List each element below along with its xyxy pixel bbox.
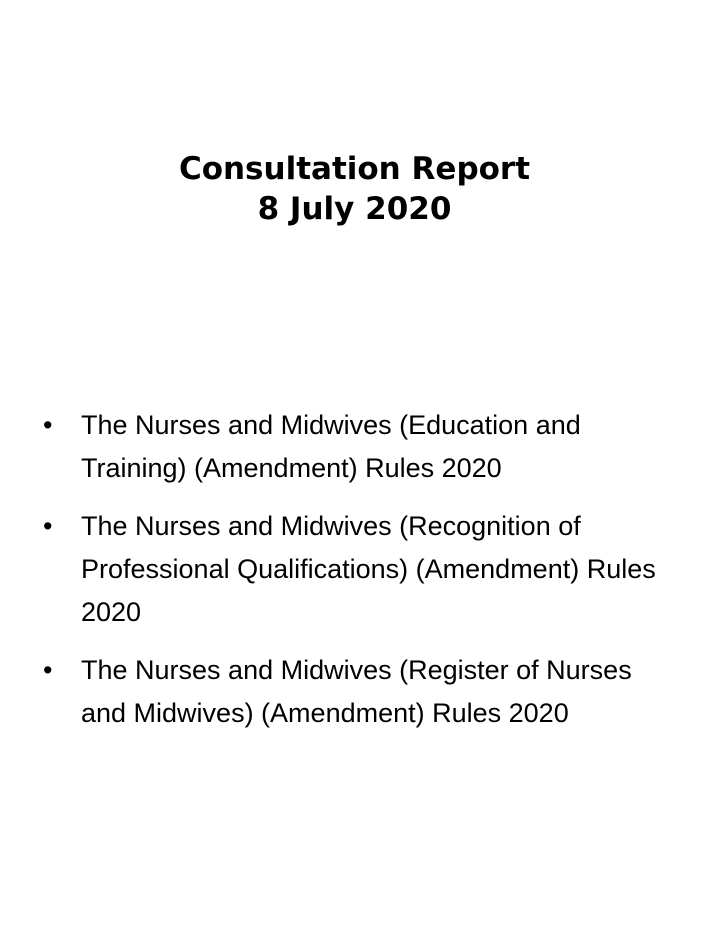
rules-bullet-list <box>43 404 709 735</box>
bullet-icon: • <box>43 511 53 541</box>
document-title <box>0 0 709 229</box>
list-item-text: The Nurses and Midwives (Recognition of Professional Qualifications) (Amendment) Rules 2020 <box>81 511 656 627</box>
list-item <box>43 505 709 634</box>
title-line-1: Consultation Report <box>178 151 531 187</box>
bullet-icon: • <box>43 655 53 685</box>
list-item-text: The Nurses and Midwives (Education and Training) (Amendment) Rules 2020 <box>81 410 581 483</box>
list-item <box>43 404 709 490</box>
list-item <box>43 649 709 735</box>
title-line-2: 8 July 2020 <box>257 191 452 227</box>
list-item-text: The Nurses and Midwives (Register of Nurses and Midwives) (Amendment) Rules 2020 <box>81 655 632 728</box>
bullet-icon: • <box>43 410 53 440</box>
